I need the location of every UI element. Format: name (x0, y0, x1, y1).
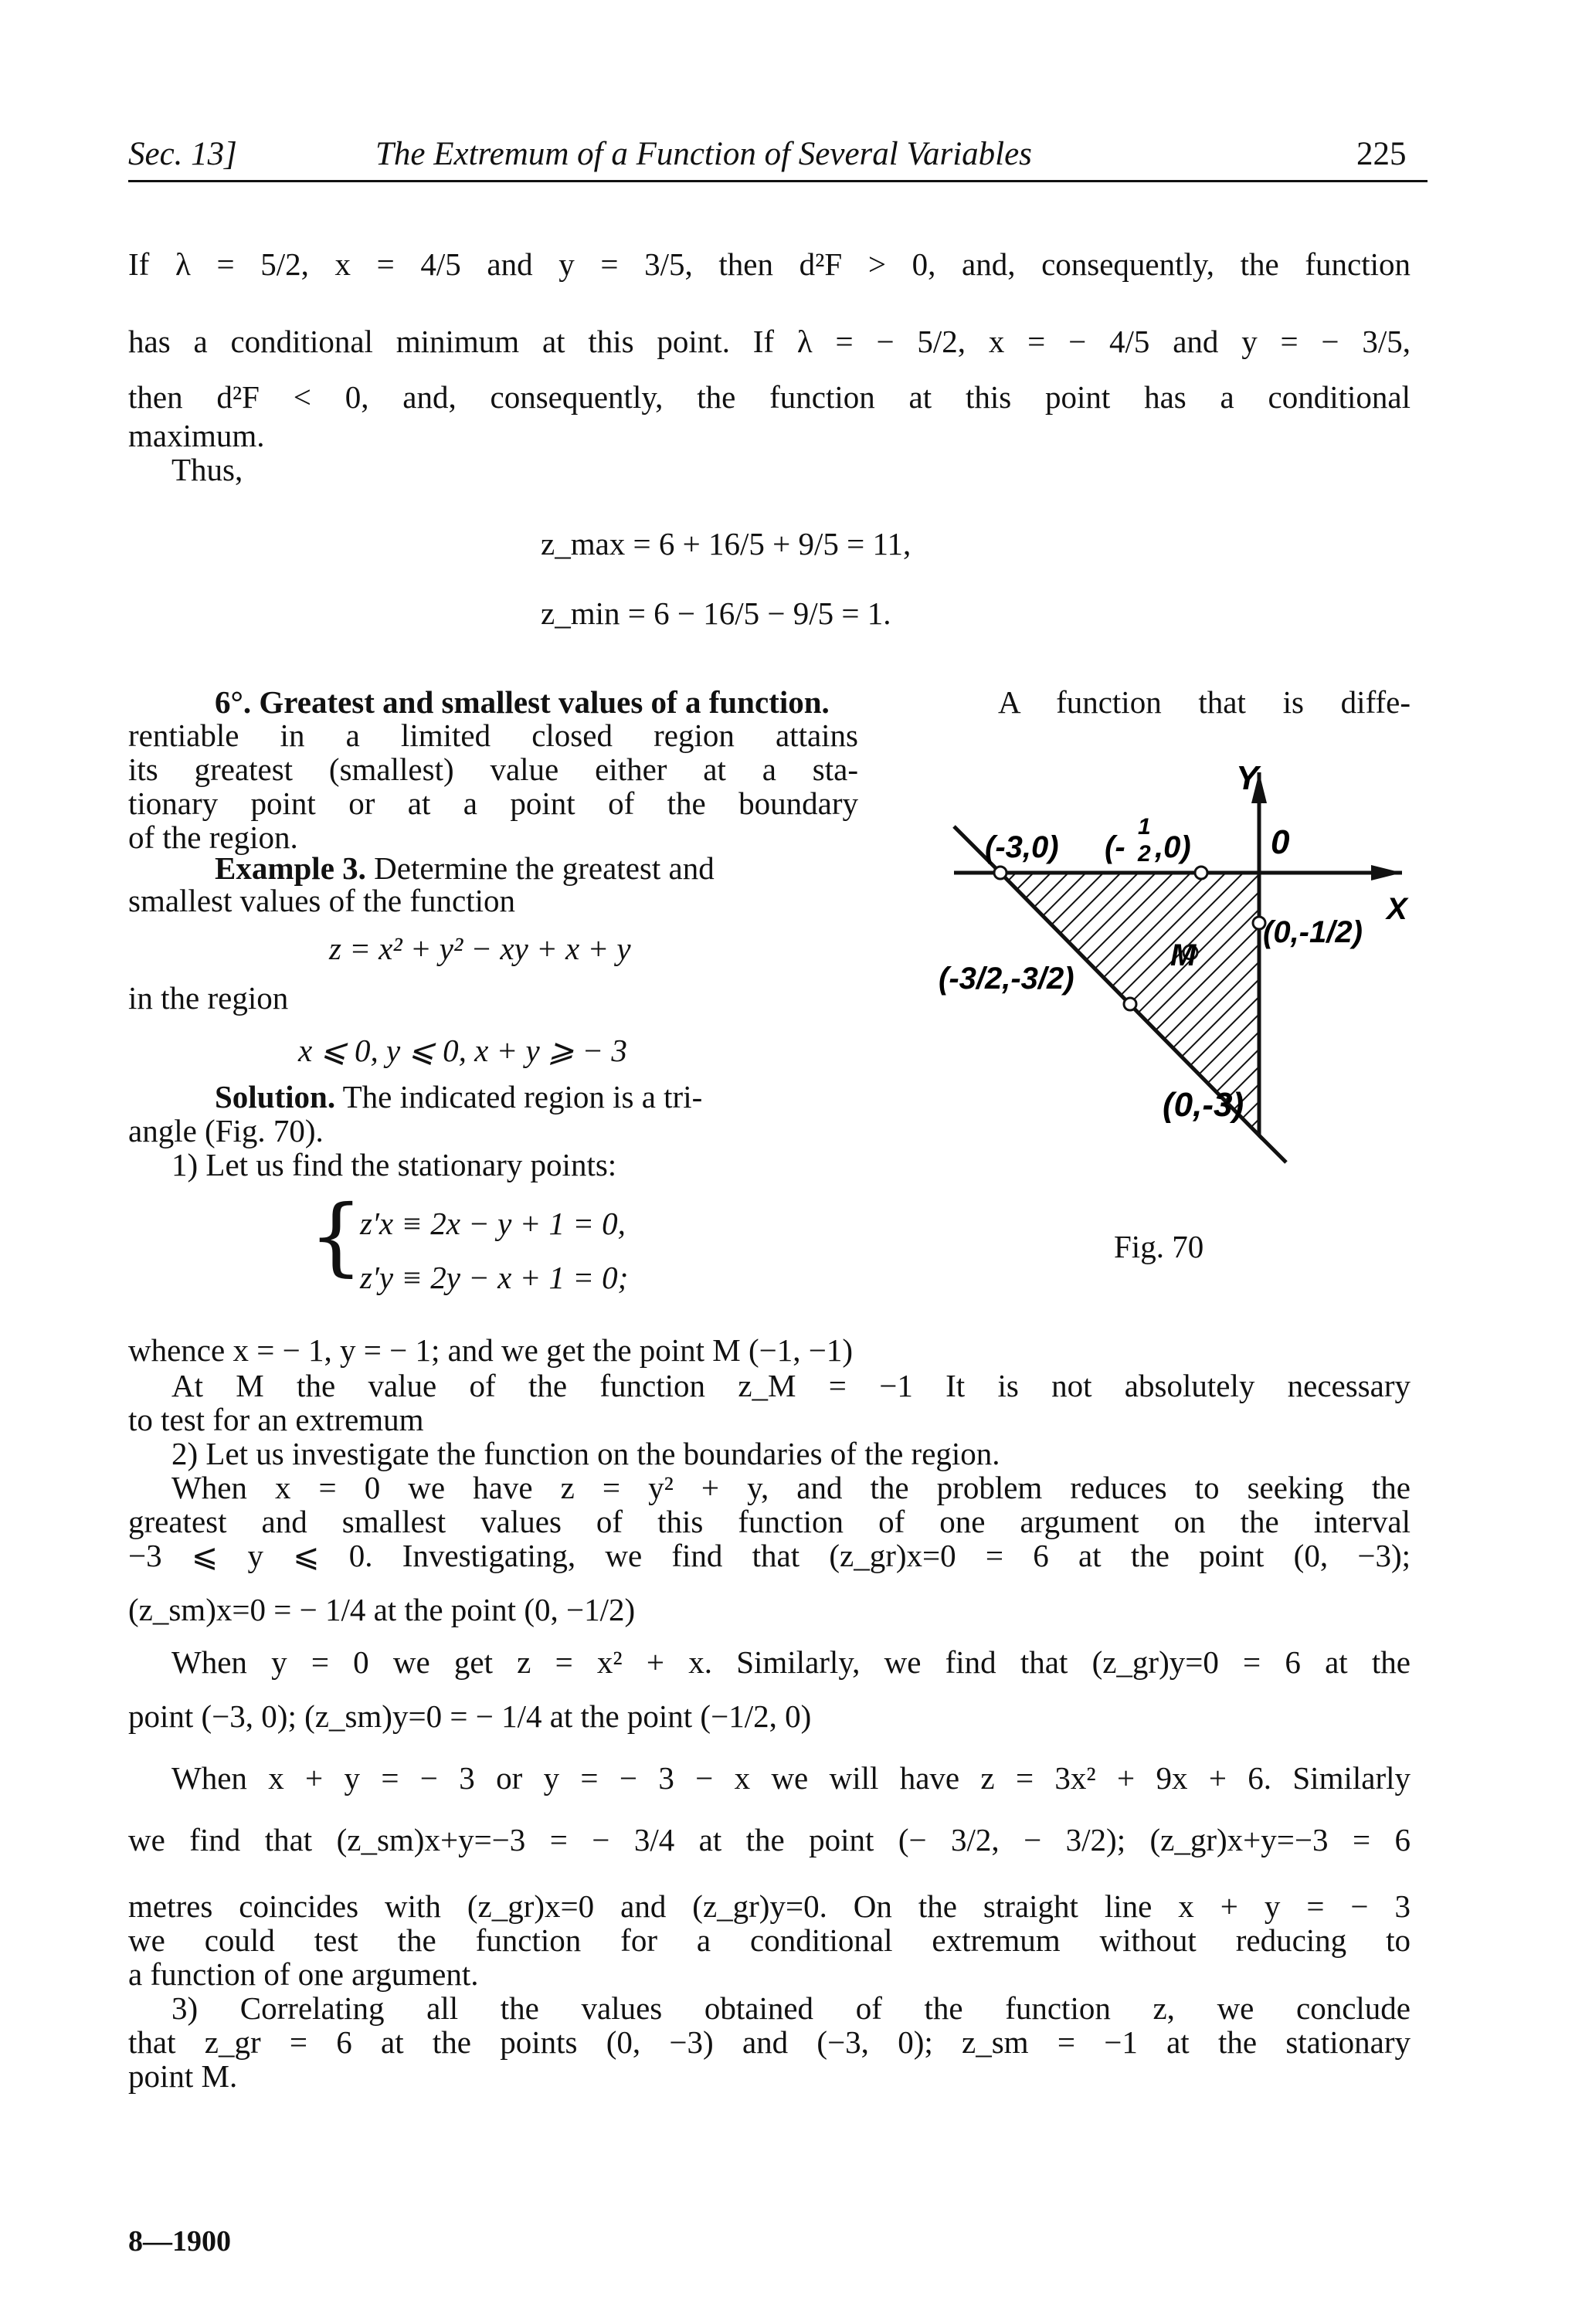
equation-zmin: z_min = 6 − 16/5 − 9/5 = 1. (541, 595, 891, 631)
example-line1: Determine the greatest and (374, 850, 715, 886)
section6-line1-tail: A function that is diffe- (998, 684, 1411, 720)
header-rule (128, 180, 1428, 182)
body-line15: a function of one argument. (128, 1956, 479, 1992)
system-eq2: z′y ≡ 2y − x + 1 = 0; (360, 1260, 629, 1295)
para1-line4: maximum. (128, 418, 265, 453)
boundary-line-ext-bottom (1259, 1135, 1286, 1162)
step1-line: 1) Let us find the stationary points: (171, 1147, 617, 1182)
section-ref: Sec. 13] (128, 136, 237, 172)
section6-line3: its greatest (smallest) value either at a sta- (128, 751, 858, 787)
origin-label: 0 (1271, 823, 1290, 861)
point-minus3-0 (994, 867, 1007, 879)
section6-line4: tionary point or at a point of the boundary (128, 785, 858, 821)
body-line9: When y = 0 we get z = x² + x. Similarly, we find that (z_gr)y=0 = 6 at the (171, 1644, 1411, 1680)
signature-mark: 8—1900 (128, 2225, 231, 2258)
section6-heading: 6°. Greatest and smallest values of a function. (215, 684, 830, 720)
body-line17: that z_gr = 6 at the points (0, −3) and (−3, 0); z_sm = −1 at the stationary (128, 2024, 1411, 2060)
para1-line5: Thus, (171, 452, 243, 487)
label-point-b: (- (1105, 830, 1125, 864)
para1-line1: If λ = 5/2, x = 4/5 and y = 3/5, then d²F > 0, and, consequently, the function (128, 246, 1411, 282)
point-minus-three-halves (1124, 998, 1136, 1010)
x-axis-arrow (1371, 865, 1402, 880)
region-inequalities: x ⩽ 0, y ⩽ 0, x + y ⩾ − 3 (298, 1033, 627, 1068)
system-brace: { (309, 1186, 363, 1285)
example-line2: smallest values of the function (128, 883, 515, 918)
body-line11: When x + y = − 3 or y = − 3 − x we will have z = 3x² + 9x + 6. Similarly (171, 1760, 1411, 1796)
body-line4: 2) Let us investigate the function on the boundaries of the region. (171, 1436, 1000, 1471)
body-line1: whence x = − 1, y = − 1; and we get the point M (−1, −1) (128, 1332, 854, 1368)
running-title: The Extremum of a Function of Several Variables (375, 136, 1032, 172)
solution-line2: angle (Fig. 70). (128, 1113, 324, 1148)
page-number: 225 (1356, 136, 1407, 172)
solution-line1: The indicated region is a tri- (342, 1079, 703, 1115)
body-line18: point M. (128, 2058, 238, 2094)
equation-zmax: z_max = 6 + 16/5 + 9/5 = 11, (541, 526, 912, 561)
body-line6: greatest and smallest values of this function of one argument on the interval (128, 1504, 1411, 1539)
solution-label: Solution. (215, 1079, 336, 1115)
section6-line5: of the region. (128, 819, 298, 855)
body-line8: (z_sm)x=0 = − 1/4 at the point (0, −1/2) (128, 1592, 636, 1627)
label-point-b-num: 1 (1138, 814, 1151, 840)
body-line5: When x = 0 we have z = y² + y, and the problem reduces to seeking the (171, 1470, 1411, 1505)
label-point-c: (0,-1/2) (1263, 915, 1363, 949)
example-label: Example 3. (215, 850, 366, 886)
body-line3: to test for an extremum (128, 1402, 424, 1437)
system-eq1: z′x ≡ 2x − y + 1 = 0, (360, 1206, 626, 1241)
body-line14: we could test the function for a conditional extremum without reducing to (128, 1922, 1411, 1958)
figure-70 (939, 757, 1417, 1189)
example-function: z = x² + y² − xy + x + y (329, 931, 631, 966)
body-line7: −3 ⩽ y ⩽ 0. Investigating, we find that (z_gr)x=0 = 6 at the point (0, −3); (128, 1538, 1411, 1573)
label-point-a: (-3,0) (985, 830, 1059, 864)
label-point-b-tail: ,0) (1155, 830, 1191, 864)
body-line13: metres coincides with (z_gr)x=0 and (z_gr)y=0. On the straight line x + y = − 3 (128, 1888, 1411, 1924)
figure-caption: Fig. 70 (1114, 1229, 1204, 1264)
section6-line2: rentiable in a limited closed region attains (128, 718, 858, 753)
body-line16: 3) Correlating all the values obtained of the function z, we conclude (171, 1990, 1411, 2026)
axis-y-label: Y (1236, 759, 1259, 797)
label-point-m: M (1170, 938, 1197, 972)
label-point-e: (0,-3) (1163, 1086, 1244, 1124)
body-line2: At M the value of the function z_M = −1 It is not absolutely necessary (171, 1368, 1411, 1403)
para1-line2: has a conditional minimum at this point. If λ = − 5/2, x = − 4/5 and y = − 3/5, (128, 324, 1411, 359)
body-line10: point (−3, 0); (z_sm)y=0 = − 1/4 at the point (−1/2, 0) (128, 1698, 812, 1734)
axis-x-label: X (1387, 892, 1407, 926)
body-line12: we find that (z_sm)x+y=−3 = − 3/4 at the point (− 3/2, − 3/2); (z_gr)x+y=−3 = 6 (128, 1822, 1411, 1858)
in-region-label: in the region (128, 980, 289, 1016)
point-minus-half-0 (1195, 867, 1207, 879)
para1-line3: then d²F < 0, and, consequently, the function at this point has a conditional (128, 379, 1411, 415)
label-point-d: (-3/2,-3/2) (939, 962, 1074, 996)
label-point-b-den: 2 (1138, 841, 1151, 867)
